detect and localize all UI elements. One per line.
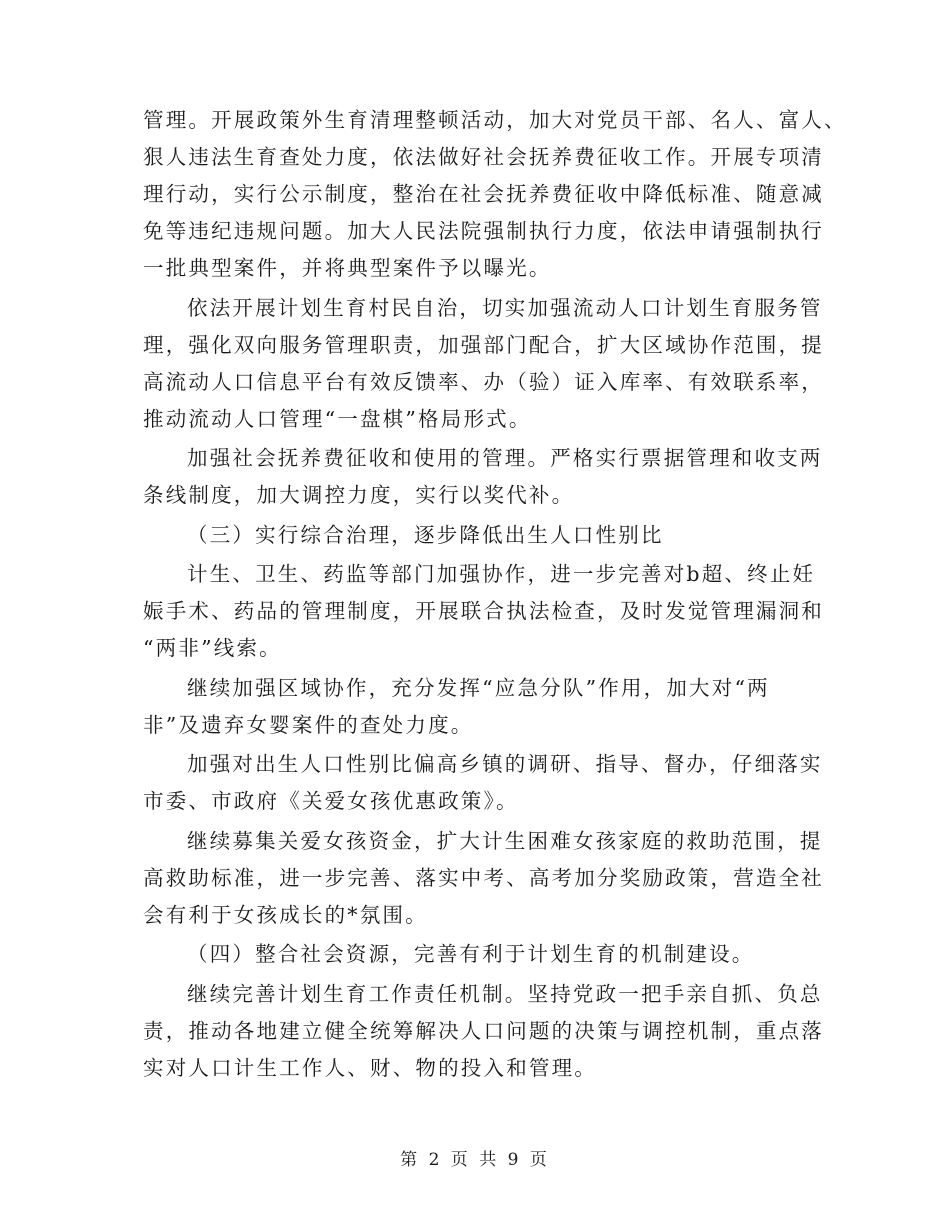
paragraph [143, 976, 824, 1087]
paragraph [143, 556, 824, 667]
paragraph [143, 936, 813, 973]
text-line: 会有利于女孩成长的*氛围。 [143, 902, 428, 927]
text-line: 加强对出生人口性别比偏高乡镇的调研、指导、督办，仔细落实 [187, 752, 823, 776]
text-line: “两非”线索。 [143, 636, 282, 660]
text-line: 娠手术、药品的管理制度，开展联合执法检查，及时发觉管理漏洞和 [143, 599, 824, 623]
paragraph [143, 746, 823, 820]
text-line: 继续加强区域协作，充分发挥“应急分队”作用，加大对“两 [187, 675, 770, 700]
text-line: 继续募集关爱女孩资金，扩大计生困难女孩家庭的救助范围，提 [187, 828, 823, 853]
text-line: （四）整合社会资源，完善有利于计划生育的机制建设。 [187, 942, 755, 966]
text-line: 加强社会抚养费征收和使用的管理。严格实行票据管理和收支两 [187, 446, 823, 470]
text-line: 责，推动各地建立健全统筹解决人口问题的决策与调控机制，重点落 [143, 1018, 824, 1043]
text-line: 理行动，实行公示制度，整治在社会抚养费征收中降低标准、随意减 [143, 182, 824, 206]
text-line: 理，强化双向服务管理职责，加强部门配合，扩大区域协作范围，提 [143, 332, 824, 357]
text-line: 实对人口计生工作人、财、物的投入和管理。 [143, 1055, 597, 1080]
text-line: 免等违纪违规问题。加大人民法院强制执行力度，依法申请强制执行 [143, 219, 824, 243]
text-line: 一批典型案件，并将典型案件予以曝光。 [143, 256, 552, 280]
paragraph [143, 440, 823, 514]
text-line: 高流动人口信息平台有效反馈率、办（验）证入库率、有效联系率， [143, 369, 824, 394]
paragraph [143, 517, 813, 554]
paragraph [143, 290, 824, 438]
text-line: 推动流动人口管理“一盘棋”格局形式。 [143, 406, 532, 431]
text-line: 依法开展计划生育村民自治，切实加强流动人口计划生育服务管 [187, 295, 823, 320]
text-line: 条线制度，加大调控力度，实行以奖代补。 [143, 483, 575, 507]
paragraph [143, 823, 824, 934]
text-line: 管理。开展政策外生育清理整顿活动，加大对党员干部、名人、富人、 [143, 108, 847, 132]
document-body [143, 102, 847, 1089]
text-line: 继续完善计划生育工作责任机制。坚持党政一把手亲自抓、负总 [187, 981, 823, 1006]
paragraph [143, 102, 847, 287]
text-line: 市委、市政府《关爱女孩优惠政策》。 [143, 789, 519, 813]
text-line: 狠人违法生育查处力度，依法做好社会抚养费征收工作。开展专项清 [143, 145, 824, 169]
page-footer: 第 2 页 共 9 页 [400, 1150, 550, 1170]
text-line: （三）实行综合治理，逐步降低出生人口性别比 [187, 522, 664, 547]
paragraph [143, 670, 813, 744]
text-line: 高救助标准，进一步完善、落实中考、高考加分奖励政策，营造全社 [143, 865, 824, 890]
text-line: 非”及遗弃女婴案件的查处力度。 [143, 712, 474, 737]
text-line: 计生、卫生、药监等部门加强协作，进一步完善对b超、终止妊 [187, 562, 816, 586]
